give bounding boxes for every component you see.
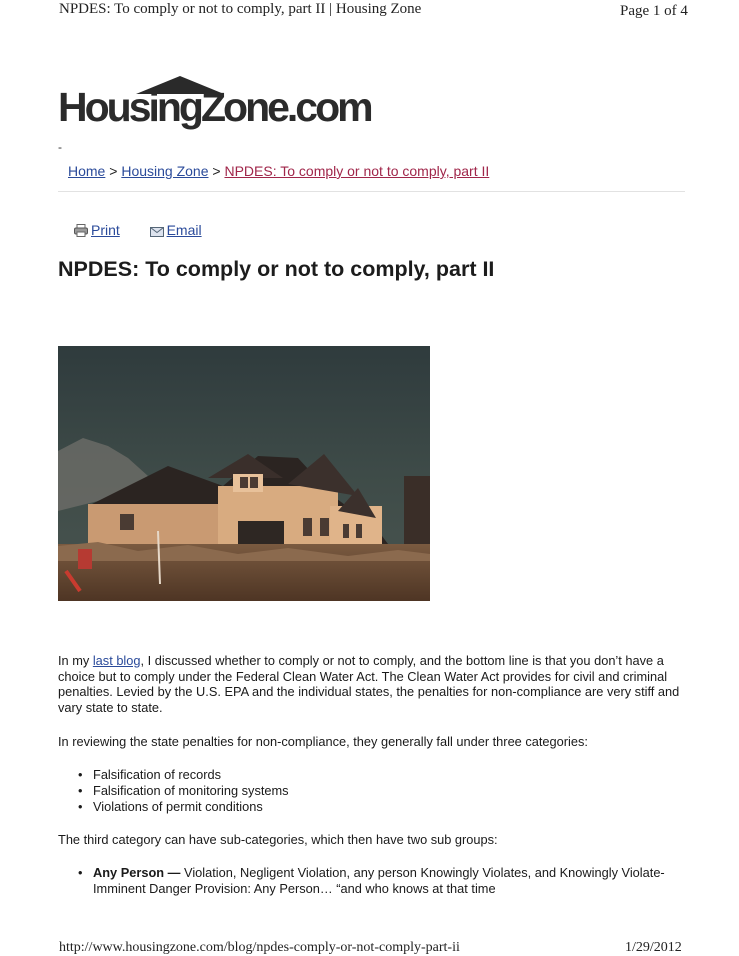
penalty-categories-list xyxy=(76,767,676,815)
article-title: NPDES: To comply or not to comply, part II xyxy=(58,257,495,281)
email-link[interactable]: Email xyxy=(166,222,202,238)
list-item xyxy=(76,865,696,897)
subgroups-list xyxy=(76,865,696,897)
breadcrumb xyxy=(68,163,489,179)
subgroup-text: Violation, Negligent Violation, any person Knowingly Violates, and Knowingly Violate-Imminent Danger Provision: Any Person… “and who knows at that time xyxy=(93,865,665,896)
print-link[interactable]: Print xyxy=(91,222,120,238)
paragraph-text: In my xyxy=(58,653,93,668)
site-logo[interactable] xyxy=(58,76,398,138)
list-item: • Falsification of records xyxy=(76,767,676,783)
article-tools xyxy=(74,222,202,240)
breadcrumb-divider xyxy=(58,191,685,192)
last-blog-link[interactable]: last blog xyxy=(92,653,141,668)
article-paragraph-2: In reviewing the state penalties for non-compliance, they generally fall under three categories: xyxy=(58,734,588,749)
subgroup-label: Any Person — xyxy=(93,865,181,880)
article-paragraph-3: The third category can have sub-categories, which then have two sub groups: xyxy=(58,832,498,847)
print-header-title: NPDES: To comply or not to comply, part II | Housing Zone xyxy=(59,1,422,17)
list-item: • Violations of permit conditions xyxy=(76,799,676,815)
breadcrumb-housing-zone[interactable]: Housing Zone xyxy=(121,163,209,179)
house-photo xyxy=(58,346,430,601)
paragraph-text: , I discussed whether to comply or not to comply, and the bottom line is that you don’t have a choice but to comply under the Federal Clean Water Act. The Clean Water Act provides for civil and criminal penalties. Levied by the U.S. EPA and the individual states, the penalties for non-compliance are very stiff and vary state to state. xyxy=(58,653,680,715)
breadcrumb-separator: > xyxy=(208,163,225,179)
footer-date: 1/29/2012 xyxy=(625,940,682,955)
logo-text: HousingZone.com xyxy=(58,84,371,130)
separator-dash: - xyxy=(58,140,62,154)
article-paragraph-1 xyxy=(58,653,698,715)
list-item: • Falsification of monitoring systems xyxy=(76,783,676,799)
printer-icon[interactable] xyxy=(74,224,88,240)
breadcrumb-current[interactable]: NPDES: To comply or not to comply, part II xyxy=(224,163,490,179)
envelope-icon[interactable] xyxy=(150,224,164,240)
breadcrumb-separator: > xyxy=(105,163,122,179)
footer-url: http://www.housingzone.com/blog/npdes-comply-or-not-comply-part-ii xyxy=(59,940,460,955)
breadcrumb-home[interactable]: Home xyxy=(68,163,106,179)
print-header-page: Page 1 of 4 xyxy=(620,3,688,19)
